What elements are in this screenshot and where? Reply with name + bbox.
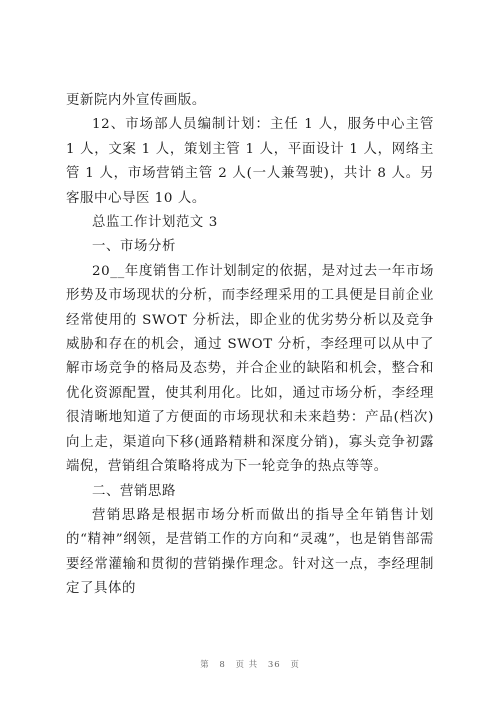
footer-page-number: 8 — [219, 660, 226, 670]
paragraph-marketing-approach: 营销思路是根据市场分析而做出的指导全年销售计划的“精神”纲领，是营销工作的方向和“灵魂”，也是销售部需要经常灌输和贯彻的营销操作理念。针对这一点，李经理制定了具体的 — [66, 507, 434, 597]
footer-total-pages: 36 — [267, 660, 281, 670]
document-body — [66, 89, 434, 602]
paragraph-continuation: 更新院内外宣传画版。 — [66, 93, 206, 108]
footer-suffix: 页 — [290, 660, 300, 670]
paragraph-market-analysis: 20__年度销售工作计划制定的依据，是对过去一年市场形势及市场现状的分析，而李经理采用的工具便是目前企业经常使用的 SWOT 分析法，即企业的优劣势分析以及竞争威胁和存在的机会，通过 SWOT 分析，李经理可以从中了解市场竞争的格局及态势，并合企业的缺陷和机会，整合和优化资源配置，使其利用化。比如，通过市场分析，李经理很清晰地知道了方便面的市场现状和未来趋势：产品(档次)向上走，渠道向下移(通路精耕和深度分销)，寡头竞争初露端倪，营销组合策略将成为下一轮竞争的热点等等。 — [66, 263, 434, 475]
footer-mid: 页 共 — [235, 660, 259, 670]
page-footer — [0, 658, 500, 670]
section-title: 总监工作计划范文 3 — [92, 215, 218, 231]
paragraph-staffing-plan: 12、市场部人员编制计划：主任 1 人，服务中心主管 1 人，文案 1 人，策划主管 1 人，平面设计 1 人，网络主管 1 人，市场营销主管 2 人(一人兼驾驶)，共计 8 人。另客服中心导医 10 人。 — [66, 117, 434, 206]
heading-marketing-approach: 二、营销思路 — [92, 483, 176, 499]
footer-prefix: 第 — [200, 660, 210, 670]
heading-market-analysis: 一、市场分析 — [92, 239, 176, 255]
